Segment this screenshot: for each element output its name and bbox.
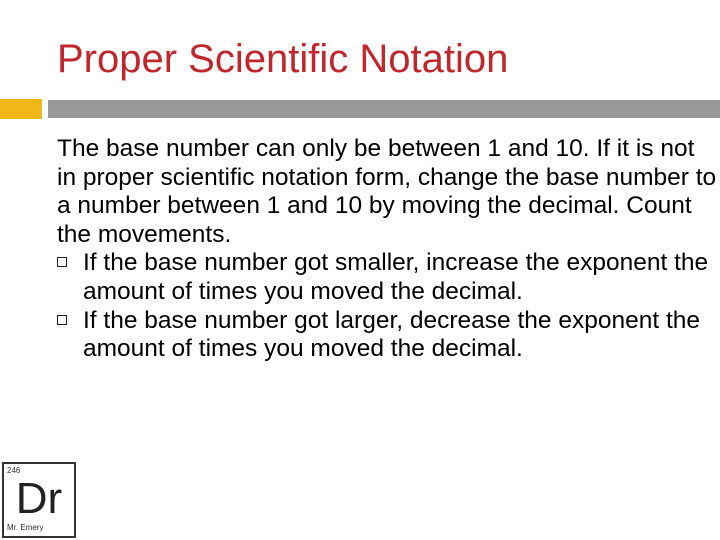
bullet-item bbox=[57, 307, 717, 364]
element-tile-number: 246 bbox=[7, 466, 21, 475]
slide-body bbox=[57, 135, 717, 364]
element-tile-symbol: Dr bbox=[15, 474, 63, 523]
intro-paragraph: The base number can only be between 1 and 10. If it is not in proper scientific notation form, change the base number to a number between 1 and 10 by moving the decimal. Count the movements. bbox=[57, 135, 717, 248]
title-rule-bar bbox=[48, 100, 720, 118]
title-accent-bar bbox=[0, 99, 42, 119]
element-tile-name: Mr. Emery bbox=[7, 523, 44, 532]
bullet-text: If the base number got smaller, increase the exponent the amount of times you moved the decimal. bbox=[83, 249, 709, 305]
bullet-text: If the base number got larger, decrease the exponent the amount of times you moved the decimal. bbox=[83, 306, 700, 363]
bullet-item bbox=[57, 249, 717, 306]
hollow-square-bullet-icon bbox=[57, 315, 67, 325]
element-tile-logo bbox=[2, 462, 76, 538]
hollow-square-bullet-icon bbox=[57, 257, 67, 267]
bullet-list bbox=[57, 249, 717, 363]
slide-title: Proper Scientific Notation bbox=[57, 37, 509, 81]
